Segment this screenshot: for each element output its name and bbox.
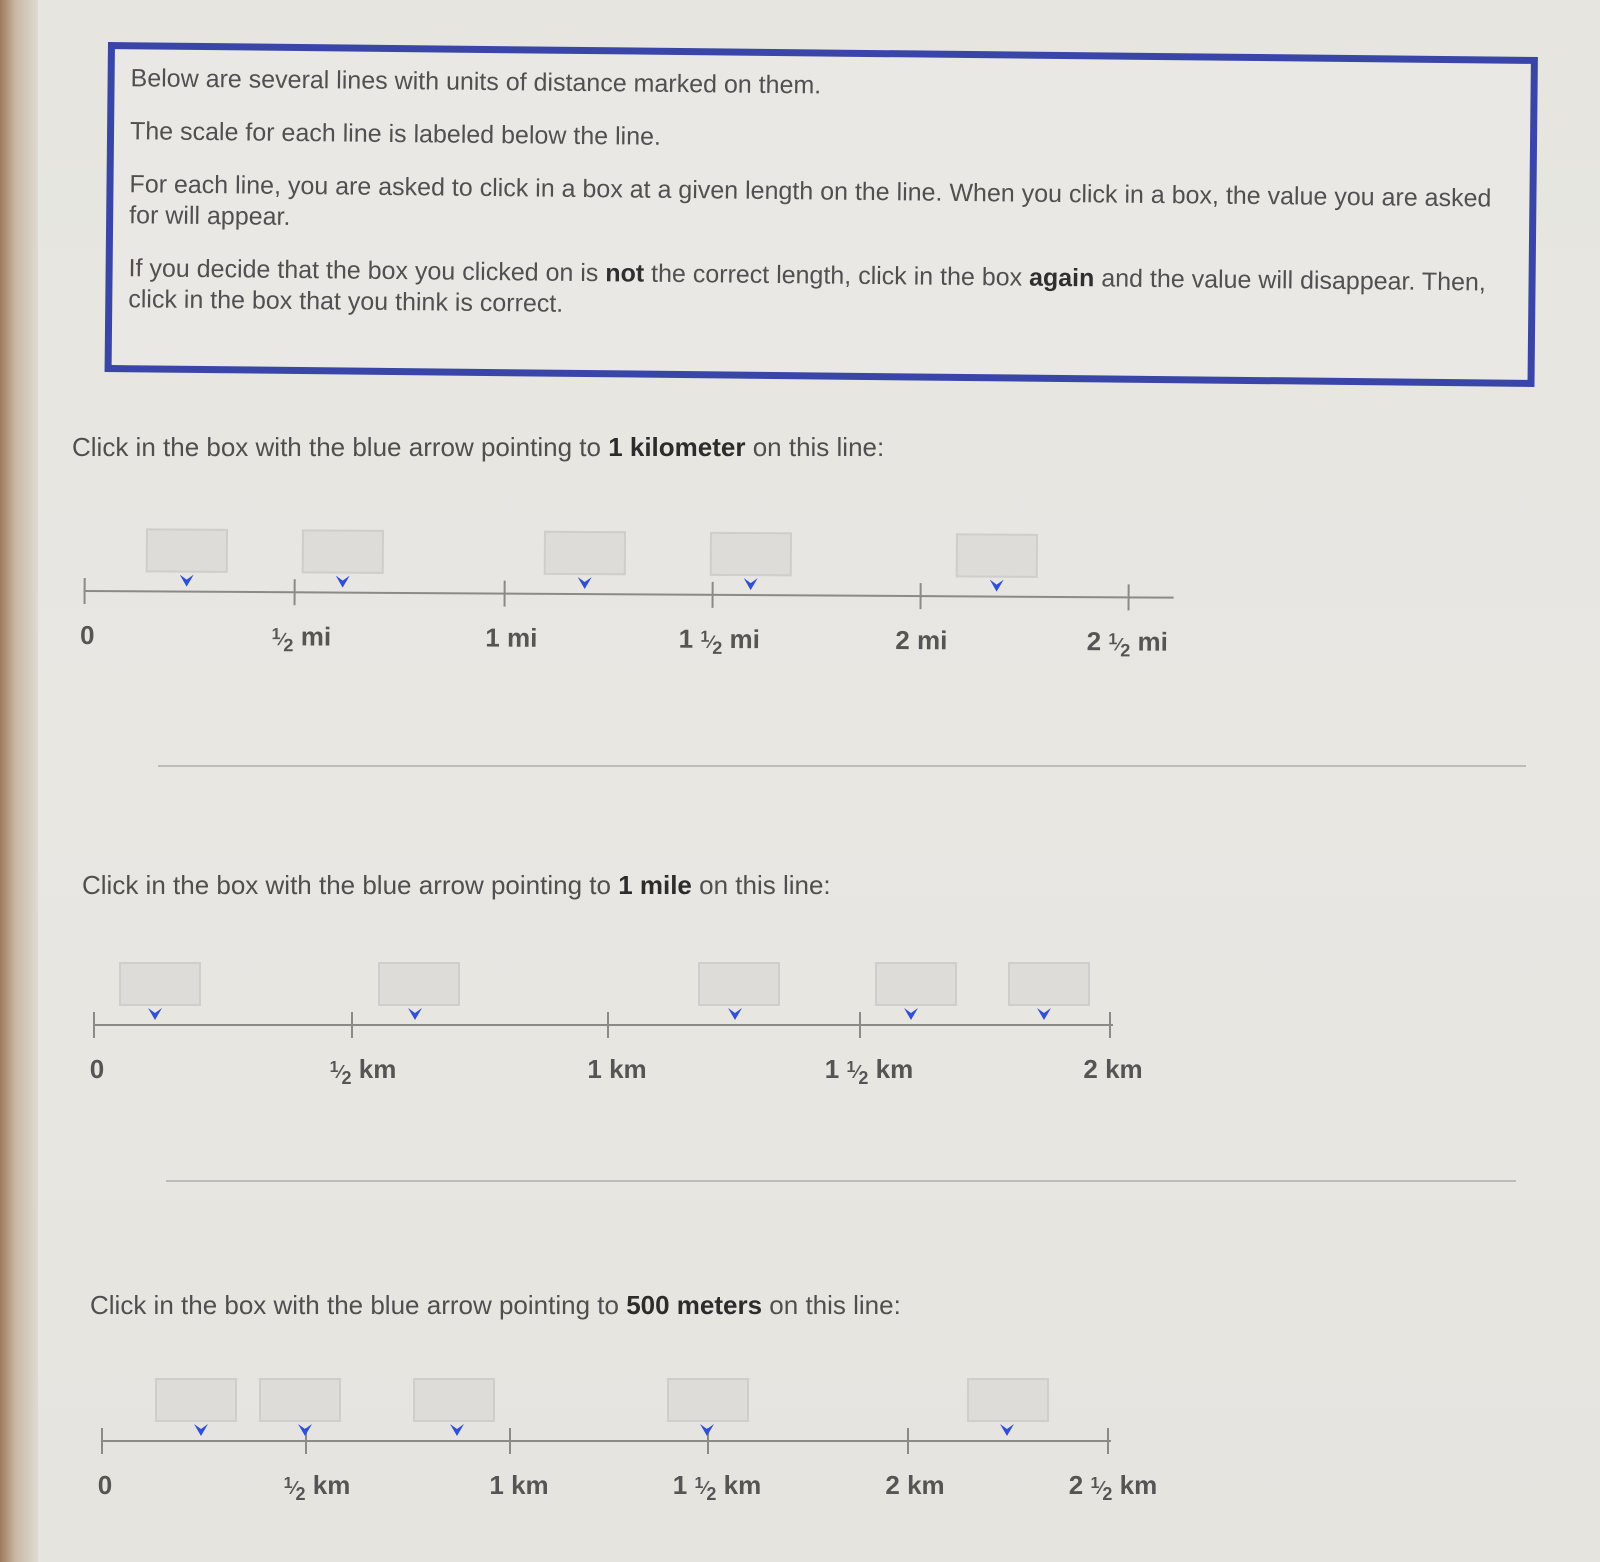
tick-label-2-km: 2 km: [1083, 1054, 1143, 1084]
blue-arrow-down-icon: [987, 578, 1007, 594]
number-line-2: [89, 962, 1143, 1112]
tick-1: [509, 1428, 511, 1454]
tick-2: [907, 1428, 909, 1454]
answer-box-2[interactable]: [378, 962, 460, 1006]
blue-arrow-down-icon: [447, 1422, 467, 1438]
tick-2-half: [1107, 1428, 1109, 1454]
answer-box-5[interactable]: [956, 533, 1038, 578]
tick-1-half: [859, 1012, 861, 1038]
tick-label-0: 0: [97, 1470, 113, 1500]
instructions-panel: [105, 42, 1538, 387]
tick-0: [84, 578, 86, 604]
answer-box-4[interactable]: [667, 1378, 749, 1422]
tick-label-1-km: 1 km: [587, 1054, 647, 1084]
tick-0: [93, 1012, 95, 1038]
blue-arrow-down-icon: [191, 1422, 211, 1438]
blue-arrow-down-icon: [997, 1422, 1017, 1438]
tick-label-0: 0: [89, 1054, 105, 1084]
tick-1: [607, 1012, 609, 1038]
tick-label-1-mi: 1 mi: [485, 622, 538, 653]
section-divider-1: [158, 765, 1526, 767]
tick-label-1-half-km: 1 $^1⁄_2$ km: [824, 1054, 914, 1088]
worksheet-page: [38, 0, 1600, 1562]
answer-box-5[interactable]: [967, 1378, 1049, 1422]
instruction-1: Below are several lines with units of distance marked on them.: [130, 64, 822, 100]
blue-arrow-down-icon: [741, 576, 761, 592]
instruction-4: If you decide that the box you clicked on is not the correct length, click in the box again and the value will disappear. Then, click in the box that you think is correct.: [128, 254, 1486, 318]
question-3-prompt: Click in the box with the blue arrow pointing to 500 meters on this line:: [90, 1290, 901, 1320]
number-line-1: [80, 528, 1174, 685]
answer-box-4[interactable]: [710, 532, 792, 577]
tick-1: [504, 581, 506, 607]
instruction-2: The scale for each line is labeled below the line.: [129, 117, 662, 151]
axis-line: [101, 1440, 1111, 1442]
answer-box-3[interactable]: [544, 531, 626, 576]
tick-label-1-half-mi: 1 $^1⁄_2$ mi: [678, 623, 761, 658]
section-divider-2: [166, 1180, 1516, 1182]
blue-arrow-down-icon: [1034, 1006, 1054, 1022]
tick-label-2-km: 2 km: [885, 1470, 945, 1500]
tick-label-0: 0: [80, 619, 95, 651]
tick-2-half: [1128, 584, 1130, 610]
tick-label-2-half-mi: 2 $^1⁄_2$ mi: [1086, 626, 1169, 661]
screen-bezel-edge: [0, 0, 38, 1562]
answer-box-3[interactable]: [413, 1378, 495, 1422]
blue-arrow-down-icon: [725, 1006, 745, 1022]
tick-label-1-half-km: 1 $^1⁄_2$ km: [672, 1470, 762, 1504]
tick-label-half-mi: $^1⁄_2$ mi: [271, 621, 332, 656]
axis-line: [93, 1024, 1113, 1026]
answer-box-2[interactable]: [302, 529, 384, 574]
number-line-3: [97, 1378, 1158, 1528]
answer-box-4[interactable]: [875, 962, 957, 1006]
tick-2: [920, 583, 922, 609]
blue-arrow-down-icon: [177, 573, 197, 589]
answer-box-1[interactable]: [155, 1378, 237, 1422]
axis-line: [84, 590, 1174, 599]
answer-box-1[interactable]: [146, 528, 228, 573]
tick-label-1-km: 1 km: [489, 1470, 549, 1500]
blue-arrow-down-icon: [901, 1006, 921, 1022]
blue-arrow-down-icon: [405, 1006, 425, 1022]
answer-box-1[interactable]: [119, 962, 201, 1006]
question-2-prompt: Click in the box with the blue arrow pointing to 1 mile on this line:: [82, 870, 831, 900]
blue-arrow-down-icon: [333, 574, 353, 590]
blue-arrow-down-icon: [575, 575, 595, 591]
tick-half: [294, 579, 296, 605]
instruction-3: For each line, you are asked to click in a box at a given length on the line. When you click in a box, the value you are asked for will appear.: [129, 170, 1492, 231]
tick-label-half-km: $^1⁄_2$ km: [283, 1470, 351, 1504]
answer-box-2[interactable]: [259, 1378, 341, 1422]
tick-label-half-km: $^1⁄_2$ km: [329, 1054, 397, 1088]
tick-1-half: [712, 582, 714, 608]
tick-2: [1109, 1012, 1111, 1038]
tick-0: [101, 1428, 103, 1454]
question-1-prompt: Click in the box with the blue arrow pointing to 1 kilometer on this line:: [72, 432, 885, 462]
blue-arrow-down-icon: [295, 1422, 315, 1438]
answer-box-3[interactable]: [698, 962, 780, 1006]
tick-half: [351, 1012, 353, 1038]
tick-label-2-half-km: 2 $^1⁄_2$ km: [1068, 1470, 1158, 1504]
tick-label-2-mi: 2 mi: [895, 624, 948, 656]
answer-box-5[interactable]: [1008, 962, 1090, 1006]
blue-arrow-down-icon: [145, 1006, 165, 1022]
blue-arrow-down-icon: [697, 1422, 717, 1438]
